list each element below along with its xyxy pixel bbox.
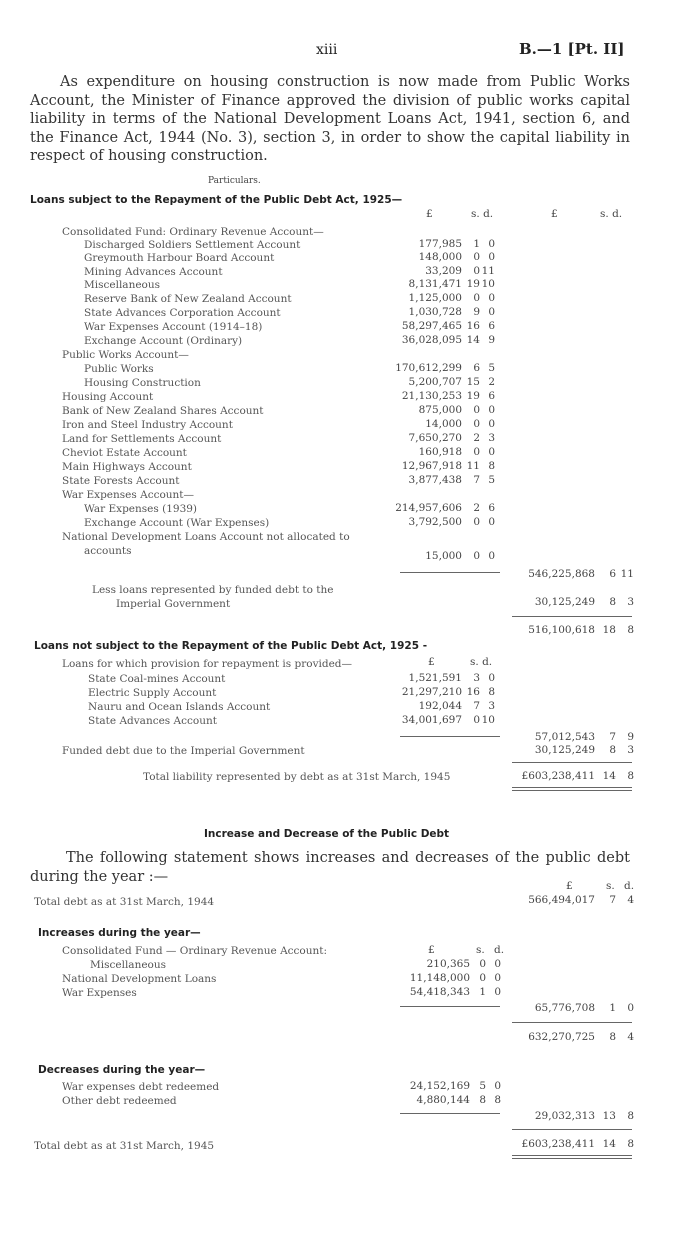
closing-total-label: Total debt as at 31st March, 1945	[34, 1140, 215, 1152]
table-row-label: Mining Advances Account	[84, 266, 223, 278]
table-row-label: Housing Account	[62, 391, 154, 403]
table-row-shillings: 9	[473, 306, 480, 318]
table-row-pence: 0	[488, 251, 495, 263]
decreases-heading: Decreases during the year—	[38, 1064, 206, 1076]
table-row-amount: 24,152,169	[409, 1080, 470, 1092]
table-row-label: Exchange Account (Ordinary)	[84, 335, 243, 347]
table-row-shillings: 0	[473, 404, 480, 416]
opening-shillings: 7	[609, 894, 616, 906]
consolidated-fund-label: Consolidated Fund: Ordinary Revenue Account—	[62, 226, 324, 238]
closing-amount: £603,238,411	[521, 1138, 595, 1150]
table-row-label: State Advances Corporation Account	[84, 307, 281, 319]
table-row-label: Land for Settlements Account	[62, 433, 222, 445]
net-amount: 516,100,618	[528, 624, 595, 636]
table-row-shillings: 0	[473, 418, 480, 430]
table-row-label: War Expenses (1939)	[84, 503, 198, 515]
war-expenses-label: War Expenses Account—	[62, 489, 195, 501]
subtotal-pence: 9	[627, 731, 634, 743]
table-row-shillings: 16	[466, 686, 480, 698]
table-row-amount: 160,918	[418, 446, 462, 458]
table-row-label: Discharged Soldiers Settlement Account	[84, 239, 301, 251]
subtotal-amount: 57,012,543	[534, 731, 595, 743]
table-row-label: Miscellaneous	[84, 279, 161, 291]
table-row-shillings: 19	[466, 390, 480, 402]
less-label: Less loans represented by funded debt to the	[92, 584, 334, 596]
subtotal-pence: 11	[620, 568, 634, 580]
divider	[400, 1006, 500, 1007]
table-row-pence: 0	[488, 238, 495, 250]
col-d: d.	[494, 944, 505, 956]
divider	[400, 736, 500, 737]
funded-shillings: 8	[609, 744, 616, 756]
increase-decrease-intro: The following statement shows increases and decreases of the public debt during the year :—	[30, 850, 630, 885]
table-row-amount: 192,044	[418, 700, 462, 712]
table-row-pence: 8	[494, 1094, 501, 1106]
col-pound: £	[426, 208, 433, 220]
particulars-caption: Particulars.	[208, 176, 261, 186]
table-row-shillings: 19	[466, 278, 480, 290]
ndl-label: National Development Loans Account not allocated to	[62, 531, 350, 543]
table-row-shillings: 6	[473, 362, 480, 374]
table-row-shillings: 0	[479, 972, 486, 984]
decrease-total-shillings: 13	[602, 1110, 616, 1122]
running-total-shillings: 8	[609, 1031, 616, 1043]
funded-pence: 3	[627, 744, 634, 756]
less-shillings: 8	[609, 596, 616, 608]
table-row-amount: 1,521,591	[408, 672, 462, 684]
closing-pence: 8	[627, 1138, 634, 1150]
col-d: d.	[624, 880, 635, 892]
table-row-pence: 6	[488, 390, 495, 402]
table-row-pence: 0	[494, 986, 501, 998]
table-row-amount: 875,000	[418, 404, 462, 416]
table-row-label: Public Works	[84, 363, 154, 375]
table-row-label: Cheviot Estate Account	[62, 447, 187, 459]
table-row-pence: 0	[488, 292, 495, 304]
table-row-label: Bank of New Zealand Shares Account	[62, 405, 264, 417]
decrease-total-pence: 8	[627, 1110, 634, 1122]
table-row-shillings: 11	[466, 460, 480, 472]
table-row-amount: 210,365	[426, 958, 470, 970]
table-row-pence: 0	[488, 418, 495, 430]
closing-shillings: 14	[602, 1138, 616, 1150]
table-row-pence: 8	[488, 460, 495, 472]
increases-heading: Increases during the year—	[38, 927, 201, 939]
table-row-amount: 5,200,707	[408, 376, 462, 388]
divider	[400, 1113, 500, 1114]
table-row-shillings: 0	[473, 516, 480, 528]
table-row-label: War Expenses Account (1914–18)	[84, 321, 263, 333]
subtotal-shillings: 6	[609, 568, 616, 580]
running-total-amount: 632,270,725	[528, 1031, 595, 1043]
table-row-pence: 3	[488, 432, 495, 444]
double-rule	[512, 790, 632, 791]
table-row-label: Nauru and Ocean Islands Account	[88, 701, 271, 713]
table-row-label: Main Highways Account	[62, 461, 192, 473]
table-row-pence: 11	[481, 265, 495, 277]
opening-pence: 4	[627, 894, 634, 906]
col-sd-2: s. d.	[600, 208, 623, 220]
table-row-pence: 0	[488, 404, 495, 416]
table-row-shillings: 14	[466, 334, 480, 346]
intro-paragraph: As expenditure on housing construction is now made from Public Works Account, the Minister of Finance approved the division of public works capital liability in terms of the National Development Loans Act, 1941, section 6, and the Finance Act, 1944 (No. 3), section 3, in order to show the capital liability in respect of housing construction.	[30, 74, 630, 164]
ndl-label-cont: accounts	[84, 545, 132, 557]
col-sd: s. d.	[470, 656, 493, 668]
table-row-amount: 54,418,343	[409, 986, 470, 998]
table-row-amount: 1,125,000	[408, 292, 462, 304]
table-row-shillings: 0	[479, 958, 486, 970]
table-row-pence: 6	[488, 320, 495, 332]
table-row-label: Reserve Bank of New Zealand Account	[84, 293, 292, 305]
table-row-amount: 1,030,728	[408, 306, 462, 318]
col-s: s.	[606, 880, 615, 892]
loans-subject-heading: Loans subject to the Repayment of the Public Debt Act, 1925—	[30, 194, 403, 206]
table-row-amount: 3,792,500	[408, 516, 462, 528]
table-row-pence: 10	[481, 278, 495, 290]
table-row-amount: 3,877,438	[408, 474, 462, 486]
table-row-shillings: 0	[473, 251, 480, 263]
table-row-pence: 0	[488, 306, 495, 318]
double-rule	[512, 1158, 632, 1159]
table-row-label: War Expenses	[62, 987, 137, 999]
table-row-pence: 6	[488, 502, 495, 514]
table-row-amount: 14,000	[425, 418, 462, 430]
table-row-amount: 21,297,210	[401, 686, 462, 698]
table-row-label: Electric Supply Account	[88, 687, 217, 699]
table-row-amount: 214,957,606	[395, 502, 462, 514]
table-row-shillings: 5	[479, 1080, 486, 1092]
table-row-amount: 148,000	[418, 251, 462, 263]
total-pence: 8	[627, 770, 634, 782]
table-row-shillings: 2	[473, 432, 480, 444]
table-row-label: War expenses debt redeemed	[62, 1081, 220, 1093]
table-row-pence: 0	[488, 516, 495, 528]
table-row-pence: 10	[481, 714, 495, 726]
table-row-shillings: 3	[473, 672, 480, 684]
less-pence: 3	[627, 596, 634, 608]
opening-amount: 566,494,017	[528, 894, 595, 906]
table-row-amount: 11,148,000	[409, 972, 470, 984]
table-row-label: State Coal-mines Account	[88, 673, 226, 685]
table-row-pence: 0	[488, 550, 495, 562]
table-row-amount: 33,209	[425, 265, 462, 277]
provision-label: Loans for which provision for repayment is provided—	[62, 658, 353, 670]
table-row-label: Housing Construction	[84, 377, 201, 389]
col-pound: £	[428, 944, 435, 956]
table-row-shillings: 0	[473, 446, 480, 458]
table-row-label: Iron and Steel Industry Account	[62, 419, 233, 431]
table-row-label: Miscellaneous	[90, 959, 167, 971]
table-row-label: State Advances Account	[88, 715, 217, 727]
table-row-shillings: 7	[473, 700, 480, 712]
table-row-shillings: 16	[466, 320, 480, 332]
col-pound-2: £	[551, 208, 558, 220]
less-label-cont: Imperial Government	[116, 598, 231, 610]
divider	[512, 1129, 632, 1130]
total-amount: £603,238,411	[521, 770, 595, 782]
double-rule	[512, 787, 632, 788]
table-row-pence: 0	[494, 958, 501, 970]
table-row-shillings: 7	[473, 474, 480, 486]
running-total-pence: 4	[627, 1031, 634, 1043]
table-row-amount: 170,612,299	[395, 362, 462, 374]
increase-total-shillings: 1	[609, 1002, 616, 1014]
public-works-label: Public Works Account—	[62, 349, 189, 361]
table-row-amount: 8,131,471	[408, 278, 462, 290]
table-row-shillings: 15	[466, 376, 480, 388]
table-row-amount: 15,000	[425, 550, 462, 562]
total-liability-label: Total liability represented by debt as at 31st March, 1945	[143, 771, 451, 783]
decrease-total-amount: 29,032,313	[534, 1110, 595, 1122]
table-row-shillings: 0	[473, 550, 480, 562]
table-row-label: National Development Loans	[62, 973, 217, 985]
table-row-pence: 8	[488, 686, 495, 698]
table-row-amount: 21,130,253	[401, 390, 462, 402]
col-s: s.	[476, 944, 485, 956]
less-amount: 30,125,249	[534, 596, 595, 608]
divider	[512, 1022, 632, 1023]
table-row-pence: 0	[488, 446, 495, 458]
table-row-label: Other debt redeemed	[62, 1095, 177, 1107]
table-row-pence: 0	[494, 972, 501, 984]
col-pound: £	[428, 656, 435, 668]
table-row-pence: 5	[488, 362, 495, 374]
opening-total-label: Total debt as at 31st March, 1944	[34, 896, 215, 908]
net-shillings: 18	[602, 624, 616, 636]
page-number: xiii	[316, 42, 338, 58]
table-row-amount: 7,650,270	[408, 432, 462, 444]
table-row-pence: 9	[488, 334, 495, 346]
funded-amount: 30,125,249	[534, 744, 595, 756]
table-row-pence: 0	[494, 1080, 501, 1092]
table-row-pence: 0	[488, 672, 495, 684]
table-row-shillings: 1	[479, 986, 486, 998]
total-shillings: 14	[602, 770, 616, 782]
increase-total-amount: 65,776,708	[534, 1002, 595, 1014]
consolidated-fund-label: Consolidated Fund — Ordinary Revenue Account:	[62, 945, 328, 957]
table-row-amount: 34,001,697	[401, 714, 462, 726]
divider	[400, 572, 500, 573]
increase-total-pence: 0	[627, 1002, 634, 1014]
table-row-shillings: 1	[473, 238, 480, 250]
subtotal-amount: 546,225,868	[528, 568, 595, 580]
col-pound: £	[566, 880, 573, 892]
funded-debt-label: Funded debt due to the Imperial Government	[62, 745, 305, 757]
table-row-amount: 36,028,095	[401, 334, 462, 346]
net-pence: 8	[627, 624, 634, 636]
table-row-label: State Forests Account	[62, 475, 180, 487]
table-row-label: Greymouth Harbour Board Account	[84, 252, 275, 264]
table-row-pence: 5	[488, 474, 495, 486]
table-row-amount: 12,967,918	[401, 460, 462, 472]
table-row-amount: 4,880,144	[416, 1094, 470, 1106]
divider	[512, 762, 632, 763]
table-row-shillings: 8	[479, 1094, 486, 1106]
table-row-shillings: 2	[473, 502, 480, 514]
col-sd: s. d.	[471, 208, 494, 220]
table-row-pence: 3	[488, 700, 495, 712]
table-row-label: Exchange Account (War Expenses)	[84, 517, 270, 529]
table-row-pence: 2	[488, 376, 495, 388]
table-row-amount: 58,297,465	[401, 320, 462, 332]
subtotal-shillings: 7	[609, 731, 616, 743]
loans-not-subject-heading: Loans not subject to the Repayment of the Public Debt Act, 1925 -	[34, 640, 428, 652]
document-reference: B.—1 [Pt. II]	[519, 40, 625, 58]
double-rule	[512, 1155, 632, 1156]
increase-decrease-heading: Increase and Decrease of the Public Debt	[204, 828, 450, 840]
table-row-shillings: 0	[473, 714, 480, 726]
table-row-shillings: 0	[473, 265, 480, 277]
table-row-shillings: 0	[473, 292, 480, 304]
table-row-amount: 177,985	[418, 238, 462, 250]
divider	[512, 616, 632, 617]
